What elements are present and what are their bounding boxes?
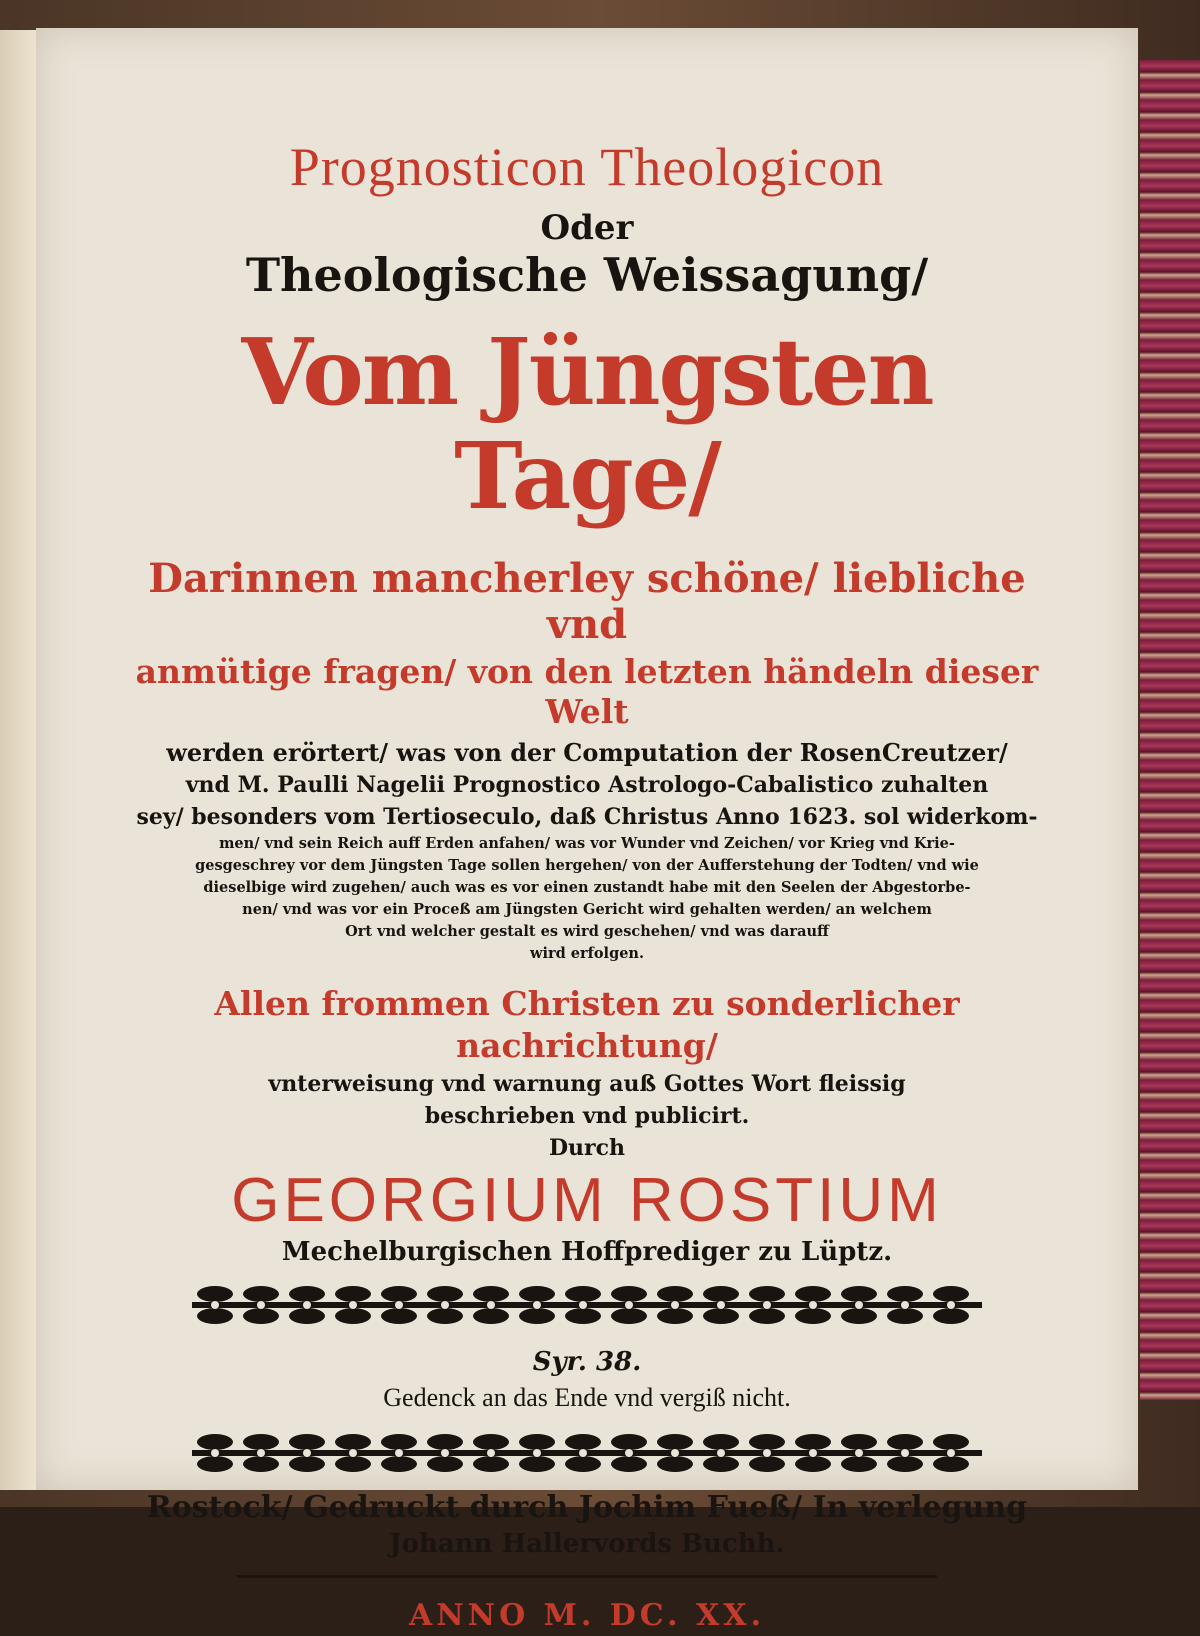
ornament-leaf: [795, 1308, 831, 1324]
ornament-eye: [763, 1449, 771, 1457]
ornament-leaf: [841, 1308, 877, 1324]
ornament-leaf: [703, 1434, 739, 1450]
author-role: Mechelburgischen Hoffprediger zu Lüptz.: [281, 1237, 893, 1267]
title-page-content: [106, 98, 1068, 1636]
ornament-eye: [349, 1301, 357, 1309]
title-page: [36, 28, 1138, 1633]
title-weissagung: Theologische Weissagung/: [245, 248, 929, 302]
ornament-leaf: [335, 1308, 371, 1324]
description-line-2: anmütige fragen/ von den letzten händeln dieser Welt: [135, 652, 1039, 731]
ornament-leaf: [565, 1456, 601, 1472]
ornament-leaf: [841, 1286, 877, 1302]
ornament-leaf: [289, 1286, 325, 1302]
ornament-leaf: [703, 1308, 739, 1324]
ornament-leaf: [335, 1434, 371, 1450]
ornament-eye: [211, 1449, 219, 1457]
description-line-10: Ort vnd welcher gestalt es wird geschehen/ vnd was darauff: [345, 923, 829, 940]
ornament-leaf: [795, 1434, 831, 1450]
ornament-eye: [901, 1449, 909, 1457]
ornament-leaf: [381, 1286, 417, 1302]
main-title: Prognosticon Theologicon: [289, 137, 885, 197]
ornament-leaf: [519, 1308, 555, 1324]
ornament-leaf: [519, 1286, 555, 1302]
imprint-line-1: Rostock/ Gedruckt durch Jochim Fueß/ In verlegung: [146, 1490, 1028, 1525]
ornament-leaf: [243, 1456, 279, 1472]
ornament-leaf: [381, 1308, 417, 1324]
ornament-leaf: [611, 1308, 647, 1324]
ornament-leaf: [473, 1308, 509, 1324]
description-line-3: werden erörtert/ was von der Computation der RosenCreutzer/: [166, 738, 1008, 767]
motto-reference: Syr. 38.: [532, 1347, 642, 1377]
facing-page-edge: [0, 30, 40, 1490]
description-line-5: sey/ besonders vom Tertioseculo, daß Christus Anno 1623. sol widerkom-: [136, 804, 1038, 830]
ornament-leaf: [565, 1308, 601, 1324]
ornament-leaf: [795, 1456, 831, 1472]
ornament-leaf: [657, 1456, 693, 1472]
ornament-eye: [625, 1449, 633, 1457]
ornament-leaf: [243, 1308, 279, 1324]
ornament-leaf: [933, 1286, 969, 1302]
ornament-leaf: [473, 1434, 509, 1450]
ornament-eye: [671, 1449, 679, 1457]
ornament-eye: [855, 1301, 863, 1309]
ornament-leaf: [427, 1286, 463, 1302]
ornament-leaf: [841, 1434, 877, 1450]
ornament-eye: [717, 1449, 725, 1457]
ornament-leaf: [611, 1456, 647, 1472]
ornament-eye: [763, 1301, 771, 1309]
ornament-leaf: [703, 1456, 739, 1472]
ornament-eye: [487, 1301, 495, 1309]
ornament-leaf: [657, 1434, 693, 1450]
ornament-leaf: [565, 1434, 601, 1450]
imprint-year: ANNO M. DC. XX.: [408, 1598, 766, 1633]
ornament-leaf: [427, 1434, 463, 1450]
ornament-eye: [395, 1301, 403, 1309]
ornament-leaf: [197, 1456, 233, 1472]
ornament-eye: [303, 1449, 311, 1457]
ornament-leaf: [473, 1456, 509, 1472]
ornament-leaf: [427, 1308, 463, 1324]
description-line-9: nen/ vnd was vor ein Proceß am Jüngsten Gericht wird gehalten werden/ an welchem: [242, 901, 932, 918]
ornament-eye: [947, 1449, 955, 1457]
ornament-leaf: [657, 1308, 693, 1324]
ornament-leaf: [749, 1308, 785, 1324]
ornament-leaf: [289, 1434, 325, 1450]
motto-text: Gedenck an das Ende vnd vergiß nicht.: [383, 1383, 791, 1412]
ornament-leaf: [197, 1286, 233, 1302]
title-juengsten-tage: Vom Jüngsten Tage/: [241, 318, 933, 530]
ornament-leaf: [565, 1286, 601, 1302]
author-name: GEORGIUM ROSTIUM: [231, 1166, 943, 1235]
ornament-leaf: [887, 1308, 923, 1324]
ornament-leaf: [243, 1286, 279, 1302]
ornament-leaf: [519, 1434, 555, 1450]
ornament-leaf: [611, 1434, 647, 1450]
ornament-leaf: [749, 1286, 785, 1302]
description-line-6: men/ vnd sein Reich auff Erden anfahen/ was vor Wunder vnd Zeichen/ vor Krieg vnd Krie-: [219, 835, 955, 852]
ornament-eye: [211, 1301, 219, 1309]
ornament-leaf: [197, 1434, 233, 1450]
ornament-eye: [395, 1449, 403, 1457]
ornament-leaf: [749, 1456, 785, 1472]
ornament-leaf: [703, 1286, 739, 1302]
description-line-1: Darinnen mancherley schöne/ liebliche vnd: [148, 555, 1026, 648]
title-oder: Oder: [540, 208, 634, 248]
ornament-leaf: [749, 1434, 785, 1450]
ornament-eye: [855, 1449, 863, 1457]
dedication-line-2: vnterweisung vnd warnung auß Gottes Wort fleissig: [268, 1071, 906, 1097]
ornament-eye: [717, 1301, 725, 1309]
ornament-eye: [257, 1301, 265, 1309]
ornament-leaf: [335, 1456, 371, 1472]
ornament-eye: [809, 1449, 817, 1457]
imprint-line-2: Johann Hallervords Buchh.: [389, 1529, 785, 1559]
ornament-leaf: [427, 1456, 463, 1472]
dedication-line-1: Allen frommen Christen zu sonderlicher nachrichtung/: [214, 984, 960, 1065]
ornament-eye: [533, 1449, 541, 1457]
ornament-eye: [349, 1449, 357, 1457]
ornament-leaf: [289, 1308, 325, 1324]
imprint-rule: [237, 1575, 937, 1578]
ornament-leaf: [381, 1434, 417, 1450]
marbled-endpaper: [1140, 60, 1200, 1400]
ornament-leaf: [933, 1456, 969, 1472]
author-by: Durch: [548, 1135, 626, 1161]
ornament-eye: [809, 1301, 817, 1309]
ornament-eye: [303, 1301, 311, 1309]
ornament-leaf: [887, 1456, 923, 1472]
ornament-leaf: [381, 1456, 417, 1472]
ornament-eye: [441, 1449, 449, 1457]
ornament-leaf: [243, 1434, 279, 1450]
ornament-leaf: [795, 1286, 831, 1302]
ornament-eye: [487, 1449, 495, 1457]
ornament-leaf: [519, 1456, 555, 1472]
description-line-4: vnd M. Paulli Nagelii Prognostico Astrologo-Cabalistico zuhalten: [185, 772, 989, 798]
ornament-eye: [579, 1449, 587, 1457]
ornament-leaf: [933, 1308, 969, 1324]
ornament-leaf: [657, 1286, 693, 1302]
description-line-7: gesgeschrey vor dem Jüngsten Tage sollen hergehen/ von der Aufferstehung der Todten/ vnd wie: [195, 857, 979, 874]
ornament-eye: [671, 1301, 679, 1309]
ornament-leaf: [197, 1308, 233, 1324]
ornament-eye: [625, 1301, 633, 1309]
ornament-leaf: [473, 1286, 509, 1302]
ornament-eye: [579, 1301, 587, 1309]
ornament-leaf: [933, 1434, 969, 1450]
ornament-leaf: [289, 1456, 325, 1472]
dedication-line-3: beschrieben vnd publicirt.: [424, 1103, 750, 1129]
ornament-leaf: [335, 1286, 371, 1302]
ornament-leaf: [611, 1286, 647, 1302]
ornament-eye: [441, 1301, 449, 1309]
ornament-leaf: [841, 1456, 877, 1472]
ornament-eye: [901, 1301, 909, 1309]
ornament-eye: [257, 1449, 265, 1457]
ornament-eye: [947, 1301, 955, 1309]
description-line-11: wird erfolgen.: [529, 945, 645, 962]
ornament-eye: [533, 1301, 541, 1309]
ornament-band-top: [192, 1285, 982, 1325]
ornament-band-bottom: [192, 1433, 982, 1473]
ornament-leaf: [887, 1286, 923, 1302]
description-line-8: dieselbige wird zugehen/ auch was es vor einen zustandt habe mit den Seelen der Abgestorbe-: [203, 879, 971, 896]
ornament-leaf: [887, 1434, 923, 1450]
